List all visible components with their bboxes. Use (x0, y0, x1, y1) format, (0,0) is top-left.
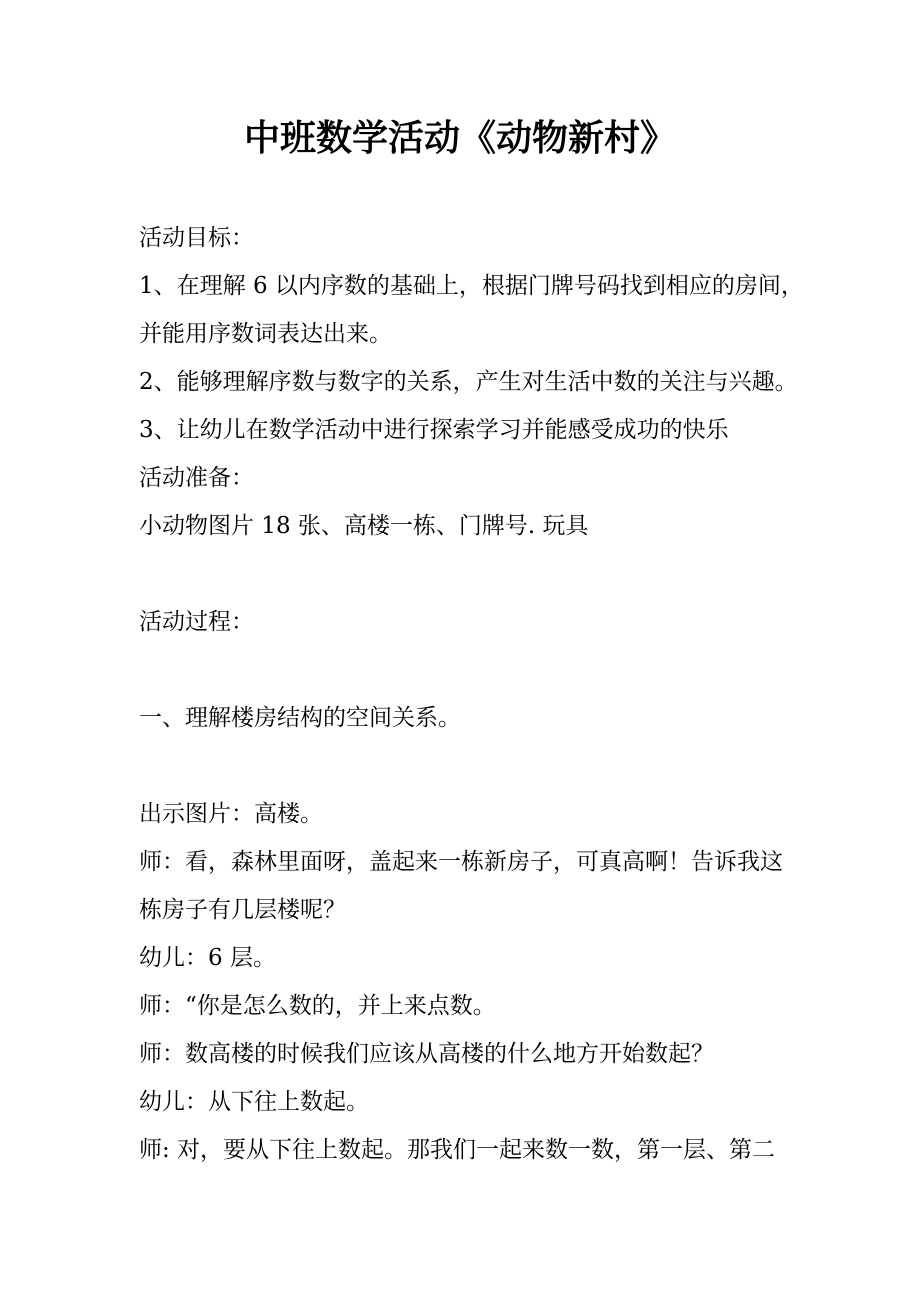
paragraph-line: 3、让幼儿在数学活动中进行探索学习并能感受成功的快乐 (139, 417, 729, 443)
paragraph-line: 1、在理解 6 以内序数的基础上，根据门牌号码找到相应的房间， (139, 273, 804, 299)
subsection-heading: 一、理解楼房结构的空间关系。 (139, 705, 461, 731)
document-body (139, 214, 804, 1174)
paragraph-line: 幼儿：6 层。 (139, 945, 276, 971)
paragraph-line: 出示图片：高楼。 (139, 801, 323, 827)
paragraph-line: 师：看，森林里面呀，盖起来一栋新房子，可真高啊！告诉我这 (139, 849, 783, 875)
paragraph-line: 幼儿：从下往上数起。 (139, 1089, 369, 1115)
paragraph-line: 并能用序数词表达出来。 (139, 321, 392, 347)
paragraph-line: 栋房子有几层楼呢？ (139, 897, 346, 923)
section-heading-goals: 活动目标： (139, 225, 254, 251)
paragraph-line: 小动物图片 18 张、高楼一栋、门牌号. 玩具 (139, 513, 589, 539)
paragraph-line: 师: 对，要从下往上数起。那我们一起来数一数，第一层、第二 (139, 1137, 776, 1163)
paragraph-line: 2、能够理解序数与数字的关系，产生对生活中数的关注与兴趣。 (139, 369, 798, 395)
section-heading-process: 活动过程： (139, 609, 254, 635)
blank-line (139, 550, 799, 598)
blank-line (139, 646, 799, 694)
blank-line (139, 742, 799, 790)
paragraph-line: 师：“你是怎么数的，并上来点数。 (139, 993, 496, 1019)
paragraph-line: 师：数高楼的时候我们应该从高楼的什么地方开始数起？ (139, 1041, 714, 1067)
section-heading-preparation: 活动准备： (139, 465, 254, 491)
page-title: 中班数学活动《动物新村》 (243, 117, 676, 159)
